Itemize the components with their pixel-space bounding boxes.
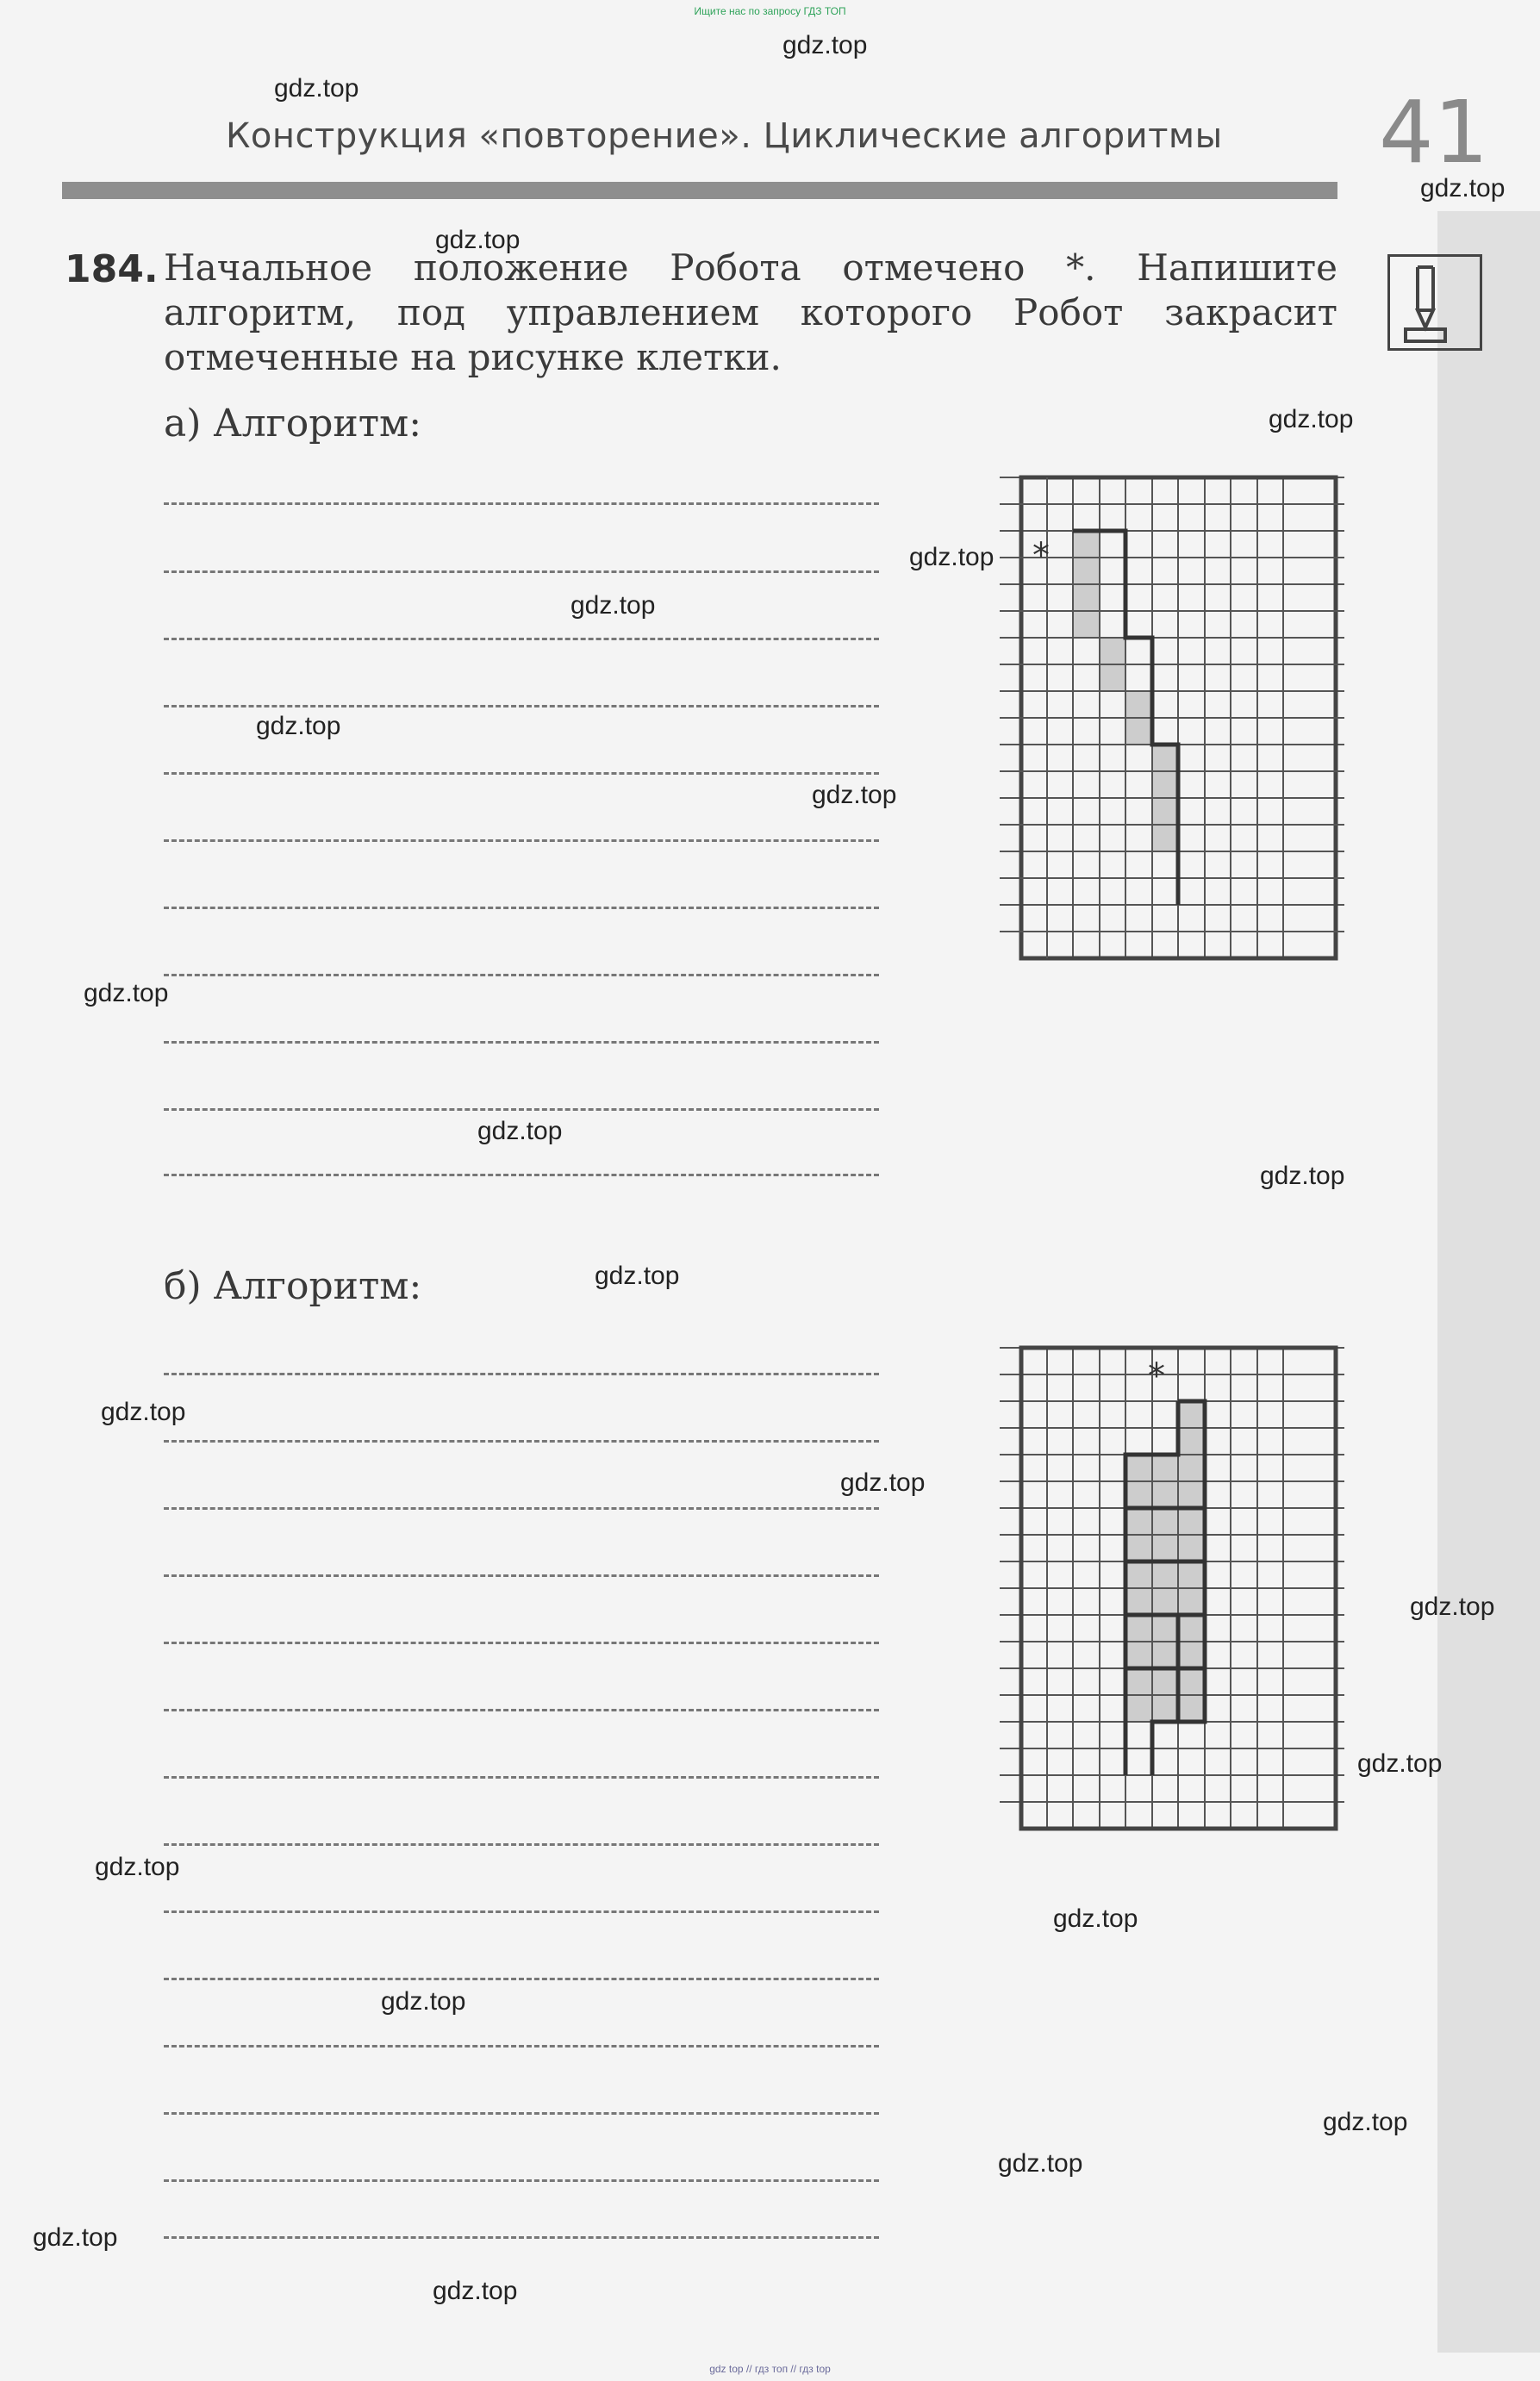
answer-line[interactable]: [164, 1174, 879, 1176]
answer-line[interactable]: [164, 1910, 879, 1913]
answer-line[interactable]: [164, 1978, 879, 1980]
start-marker-b: *: [1148, 1356, 1165, 1396]
answer-line[interactable]: [164, 705, 879, 707]
watermark: gdz.top: [1410, 1593, 1495, 1621]
answer-line[interactable]: [164, 974, 879, 976]
page-number: 41: [1379, 82, 1489, 183]
watermark: gdz.top: [812, 781, 897, 809]
part-a-label: а) Алгоритм:: [164, 402, 422, 446]
watermark: gdz.top: [1260, 1162, 1345, 1190]
answer-line[interactable]: [164, 1709, 879, 1711]
robot-field-a: [1000, 474, 1344, 965]
watermark: gdz.top: [1053, 1904, 1138, 1933]
pencil-write-icon: [1387, 254, 1482, 351]
answer-line[interactable]: [164, 2236, 879, 2239]
bottom-note: gdz top // гдз топ // гдз top: [709, 2363, 831, 2375]
watermark: gdz.top: [998, 2149, 1083, 2178]
watermark: gdz.top: [101, 1398, 186, 1426]
answer-line[interactable]: [164, 1041, 879, 1044]
answer-line[interactable]: [164, 1642, 879, 1644]
answer-line[interactable]: [164, 1108, 879, 1111]
answer-line[interactable]: [164, 638, 879, 640]
watermark: gdz.top: [84, 979, 169, 1007]
answer-line[interactable]: [164, 2179, 879, 2182]
answer-line[interactable]: [164, 772, 879, 775]
watermark: gdz.top: [433, 2277, 518, 2305]
answer-line[interactable]: [164, 502, 879, 505]
watermark: gdz.top: [477, 1117, 563, 1145]
header-rule: [62, 182, 1337, 199]
answer-line[interactable]: [164, 570, 879, 573]
task-number: 184.: [65, 247, 159, 291]
watermark: gdz.top: [1420, 174, 1506, 203]
robot-field-b: [1000, 1344, 1344, 1836]
answer-line[interactable]: [164, 2112, 879, 2115]
task-text: Начальное положение Робота отмечено *. Напишите алгоритм, под управлением которого Робот закрасит отмеченные на рисунке клетки.: [164, 246, 1337, 378]
watermark: gdz.top: [95, 1853, 180, 1881]
watermark: gdz.top: [570, 591, 656, 620]
start-marker-a: *: [1032, 536, 1050, 576]
answer-line[interactable]: [164, 1574, 879, 1577]
watermark: gdz.top: [840, 1468, 926, 1497]
watermark: gdz.top: [435, 226, 521, 254]
watermark: gdz.top: [381, 1987, 466, 2016]
answer-line[interactable]: [164, 839, 879, 842]
answer-line[interactable]: [164, 1507, 879, 1510]
answer-line[interactable]: [164, 1373, 879, 1375]
answer-line[interactable]: [164, 907, 879, 909]
page-header-title: Конструкция «повторение». Циклические алгоритмы: [226, 116, 1223, 156]
watermark: gdz.top: [909, 543, 994, 571]
watermark: gdz.top: [256, 712, 341, 740]
part-b-label: б) Алгоритм:: [164, 1264, 422, 1308]
answer-line[interactable]: [164, 2045, 879, 2048]
watermark: gdz.top: [595, 1262, 680, 1290]
margin-strip: [1437, 211, 1540, 2353]
answer-line[interactable]: [164, 1843, 879, 1846]
watermark: gdz.top: [1357, 1749, 1443, 1778]
top-search-hint: Ищите нас по запросу ГДЗ ТОП: [694, 5, 846, 17]
answer-line[interactable]: [164, 1440, 879, 1443]
watermark: gdz.top: [274, 74, 359, 103]
watermark: gdz.top: [33, 2223, 118, 2252]
watermark: gdz.top: [782, 31, 868, 59]
answer-line[interactable]: [164, 1776, 879, 1779]
watermark: gdz.top: [1323, 2108, 1408, 2136]
watermark: gdz.top: [1269, 405, 1354, 433]
